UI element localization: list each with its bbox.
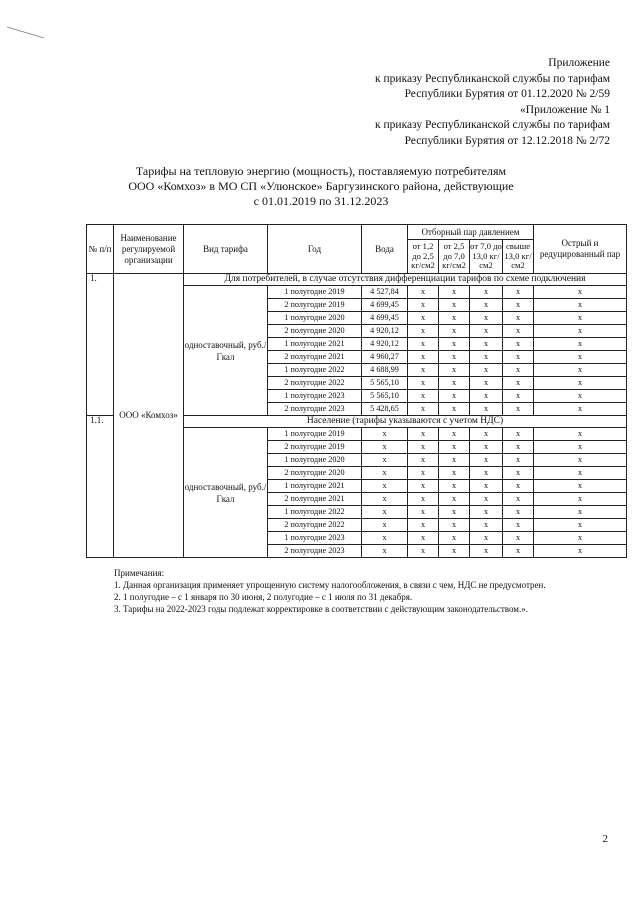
document-title xyxy=(86,164,556,209)
steam-1-cell: х xyxy=(408,364,439,377)
steam-1-cell: х xyxy=(408,480,439,493)
steam-1-cell: х xyxy=(408,519,439,532)
title-line: с 01.01.2019 по 31.12.2023 xyxy=(253,194,389,208)
steam-2-cell: х xyxy=(439,493,470,506)
sharp-steam-cell: х xyxy=(534,519,627,532)
sharp-steam-cell: х xyxy=(534,364,627,377)
steam-1-cell: х xyxy=(408,467,439,480)
water-cell: х xyxy=(362,441,408,454)
steam-3-cell: х xyxy=(470,467,503,480)
steam-1-cell: х xyxy=(408,403,439,416)
period-cell: 1 полугодие 2022 xyxy=(268,364,362,377)
row-number: 1.1. xyxy=(87,416,114,558)
header-line: «Приложение № 1 xyxy=(520,103,610,116)
steam-2-cell: х xyxy=(439,545,470,558)
period-cell: 2 полугодие 2023 xyxy=(268,545,362,558)
steam-3-cell: х xyxy=(470,403,503,416)
steam-4-cell: х xyxy=(503,403,534,416)
water-cell: х xyxy=(362,545,408,558)
water-cell: х xyxy=(362,519,408,532)
sharp-steam-cell: х xyxy=(534,532,627,545)
steam-3-cell: х xyxy=(470,364,503,377)
steam-3-cell: х xyxy=(470,480,503,493)
water-cell: 4 688,99 xyxy=(362,364,408,377)
steam-4-cell: х xyxy=(503,454,534,467)
steam-2-cell: х xyxy=(439,377,470,390)
steam-3-cell: х xyxy=(470,390,503,403)
steam-2-cell: х xyxy=(439,467,470,480)
header-line: к приказу Республиканской службы по тарифам xyxy=(375,72,610,85)
water-cell: х xyxy=(362,480,408,493)
steam-1-cell: х xyxy=(408,286,439,299)
header-line: к приказу Республиканской службы по тарифам xyxy=(375,119,610,131)
period-cell: 2 полугодие 2021 xyxy=(268,351,362,364)
steam-1-cell: х xyxy=(408,545,439,558)
steam-3-cell: х xyxy=(470,377,503,390)
steam-1-cell: х xyxy=(408,454,439,467)
steam-3-cell: х xyxy=(470,286,503,299)
header-sharp-steam: Острый и редуцированный пар xyxy=(534,225,627,274)
steam-3-cell: х xyxy=(470,325,503,338)
sharp-steam-cell: х xyxy=(534,312,627,325)
sharp-steam-cell: х xyxy=(534,325,627,338)
steam-2-cell: х xyxy=(439,364,470,377)
header-year: Год xyxy=(268,225,362,274)
tariff-table xyxy=(86,224,627,558)
steam-3-cell: х xyxy=(470,428,503,441)
sharp-steam-cell: х xyxy=(534,467,627,480)
steam-4-cell: х xyxy=(503,493,534,506)
header-num: № п/п xyxy=(87,225,114,274)
row-number: 1. xyxy=(87,274,114,416)
steam-1-cell: х xyxy=(408,351,439,364)
section-title-row xyxy=(87,274,627,286)
steam-4-cell: х xyxy=(503,286,534,299)
steam-3-cell: х xyxy=(470,519,503,532)
water-cell: х xyxy=(362,454,408,467)
steam-4-cell: х xyxy=(503,377,534,390)
steam-3-cell: х xyxy=(470,351,503,364)
steam-2-cell: х xyxy=(439,506,470,519)
sharp-steam-cell: х xyxy=(534,480,627,493)
header-org: Наименование регулируемой организации xyxy=(114,225,184,274)
steam-4-cell: х xyxy=(503,428,534,441)
period-cell: 1 полугодие 2021 xyxy=(268,480,362,493)
water-cell: 4 699,45 xyxy=(362,312,408,325)
steam-4-cell: х xyxy=(503,519,534,532)
period-cell: 2 полугодие 2023 xyxy=(268,403,362,416)
note-item: 1. Данная организация применяет упрощенную систему налогообложения, в связи с чем, НДС не предусмотрен. xyxy=(114,580,546,590)
steam-1-cell: х xyxy=(408,506,439,519)
steam-4-cell: х xyxy=(503,506,534,519)
header-line: Республики Бурятия от 01.12.2020 № 2/59 xyxy=(404,88,610,100)
period-cell: 2 полугодие 2022 xyxy=(268,377,362,390)
steam-4-cell: х xyxy=(503,532,534,545)
tariff-type: одноставочный, руб./Гкал xyxy=(184,428,268,558)
steam-2-cell: х xyxy=(439,454,470,467)
steam-4-cell: х xyxy=(503,390,534,403)
title-line: Тарифы на тепловую энергию (мощность), поставляемую потребителям xyxy=(135,164,507,178)
organization-name: ООО «Комхоз» xyxy=(114,274,184,558)
sharp-steam-cell: х xyxy=(534,454,627,467)
notes xyxy=(86,567,614,615)
steam-3-cell: х xyxy=(470,506,503,519)
steam-2-cell: х xyxy=(439,312,470,325)
steam-1-cell: х xyxy=(408,532,439,545)
period-cell: 2 полугодие 2019 xyxy=(268,441,362,454)
sharp-steam-cell: х xyxy=(534,299,627,312)
period-cell: 1 полугодие 2021 xyxy=(268,338,362,351)
note-item: 2. 1 полугодие – с 1 января по 30 июня, 2 полугодие – с 1 июля по 31 декабря. xyxy=(114,592,413,602)
steam-3-cell: х xyxy=(470,545,503,558)
steam-1-cell: х xyxy=(408,428,439,441)
steam-2-cell: х xyxy=(439,286,470,299)
water-cell: х xyxy=(362,493,408,506)
sharp-steam-cell: х xyxy=(534,403,627,416)
scan-artifact-mark xyxy=(6,24,46,40)
steam-3-cell: х xyxy=(470,454,503,467)
steam-2-cell: х xyxy=(439,441,470,454)
sharp-steam-cell: х xyxy=(534,377,627,390)
steam-2-cell: х xyxy=(439,338,470,351)
sharp-steam-cell: х xyxy=(534,338,627,351)
header-line: Республики Бурятия от 12.12.2018 № 2/72 xyxy=(404,134,610,147)
steam-2-cell: х xyxy=(439,403,470,416)
water-cell: х xyxy=(362,506,408,519)
steam-2-cell: х xyxy=(439,299,470,312)
sharp-steam-cell: х xyxy=(534,286,627,299)
sharp-steam-cell: х xyxy=(534,545,627,558)
period-cell: 2 полугодие 2020 xyxy=(268,467,362,480)
page-number: 2 xyxy=(602,833,608,845)
steam-2-cell: х xyxy=(439,428,470,441)
period-cell: 2 полугодие 2021 xyxy=(268,493,362,506)
steam-4-cell: х xyxy=(503,480,534,493)
header-steam-1: от 1,2 до 2,5 кг/см2 xyxy=(408,240,439,274)
period-cell: 1 полугодие 2019 xyxy=(268,428,362,441)
steam-3-cell: х xyxy=(470,338,503,351)
header-line: Приложение xyxy=(548,57,610,69)
water-cell: 4 920,12 xyxy=(362,325,408,338)
steam-2-cell: х xyxy=(439,325,470,338)
header-tariff-type: Вид тарифа xyxy=(184,225,268,274)
steam-2-cell: х xyxy=(439,351,470,364)
sharp-steam-cell: х xyxy=(534,493,627,506)
header-steam-2: от 2,5 до 7,0 кг/см2 xyxy=(439,240,470,274)
steam-4-cell: х xyxy=(503,338,534,351)
steam-2-cell: х xyxy=(439,390,470,403)
water-cell: 4 527,84 xyxy=(362,286,408,299)
steam-4-cell: х xyxy=(503,545,534,558)
water-cell: 4 960,27 xyxy=(362,351,408,364)
header-water: Вода xyxy=(362,225,408,274)
period-cell: 2 полугодие 2022 xyxy=(268,519,362,532)
note-item: 3. Тарифы на 2022-2023 годы подлежат корректировке в соответствии с действующим законодательством.». xyxy=(114,604,528,614)
steam-1-cell: х xyxy=(408,338,439,351)
steam-2-cell: х xyxy=(439,480,470,493)
steam-1-cell: х xyxy=(408,325,439,338)
water-cell: х xyxy=(362,467,408,480)
header-steam: Отборный пар давлением xyxy=(408,225,534,240)
period-cell: 1 полугодие 2020 xyxy=(268,454,362,467)
header-steam-3: от 7,0 до 13,0 кг/см2 xyxy=(470,240,503,274)
header-steam-4: свыше 13,0 кг/см2 xyxy=(503,240,534,274)
sharp-steam-cell: х xyxy=(534,441,627,454)
period-cell: 1 полугодие 2023 xyxy=(268,390,362,403)
steam-1-cell: х xyxy=(408,312,439,325)
section-title: Население (тарифы указываются с учетом НДС) xyxy=(184,416,627,428)
period-cell: 1 полугодие 2023 xyxy=(268,532,362,545)
notes-heading: Примечания: xyxy=(114,568,165,578)
steam-4-cell: х xyxy=(503,312,534,325)
sharp-steam-cell: х xyxy=(534,506,627,519)
sharp-steam-cell: х xyxy=(534,351,627,364)
steam-4-cell: х xyxy=(503,325,534,338)
period-cell: 1 полугодие 2022 xyxy=(268,506,362,519)
water-cell: 4 920,12 xyxy=(362,338,408,351)
steam-2-cell: х xyxy=(439,532,470,545)
steam-4-cell: х xyxy=(503,467,534,480)
steam-1-cell: х xyxy=(408,377,439,390)
steam-3-cell: х xyxy=(470,299,503,312)
water-cell: х xyxy=(362,532,408,545)
steam-1-cell: х xyxy=(408,441,439,454)
approval-header xyxy=(230,56,610,149)
period-cell: 1 полугодие 2020 xyxy=(268,312,362,325)
steam-2-cell: х xyxy=(439,519,470,532)
steam-3-cell: х xyxy=(470,532,503,545)
steam-4-cell: х xyxy=(503,441,534,454)
water-cell: 4 699,45 xyxy=(362,299,408,312)
period-cell: 2 полугодие 2019 xyxy=(268,299,362,312)
steam-4-cell: х xyxy=(503,351,534,364)
steam-4-cell: х xyxy=(503,364,534,377)
steam-1-cell: х xyxy=(408,299,439,312)
header-row xyxy=(87,225,627,240)
water-cell: х xyxy=(362,428,408,441)
sharp-steam-cell: х xyxy=(534,390,627,403)
section-title: Для потребителей, в случае отсутствия дифференциации тарифов по схеме подключения xyxy=(184,274,627,286)
steam-3-cell: х xyxy=(470,441,503,454)
water-cell: 5 428,65 xyxy=(362,403,408,416)
period-cell: 1 полугодие 2019 xyxy=(268,286,362,299)
period-cell: 2 полугодие 2020 xyxy=(268,325,362,338)
steam-3-cell: х xyxy=(470,312,503,325)
sharp-steam-cell: х xyxy=(534,428,627,441)
steam-1-cell: х xyxy=(408,493,439,506)
title-line: ООО «Комхоз» в МО СП «Улюнское» Баргузинского района, действующие xyxy=(128,179,514,193)
water-cell: 5 565,10 xyxy=(362,377,408,390)
steam-3-cell: х xyxy=(470,493,503,506)
steam-4-cell: х xyxy=(503,299,534,312)
water-cell: 5 565,10 xyxy=(362,390,408,403)
tariff-type: одноставочный, руб./Гкал xyxy=(184,286,268,416)
steam-1-cell: х xyxy=(408,390,439,403)
